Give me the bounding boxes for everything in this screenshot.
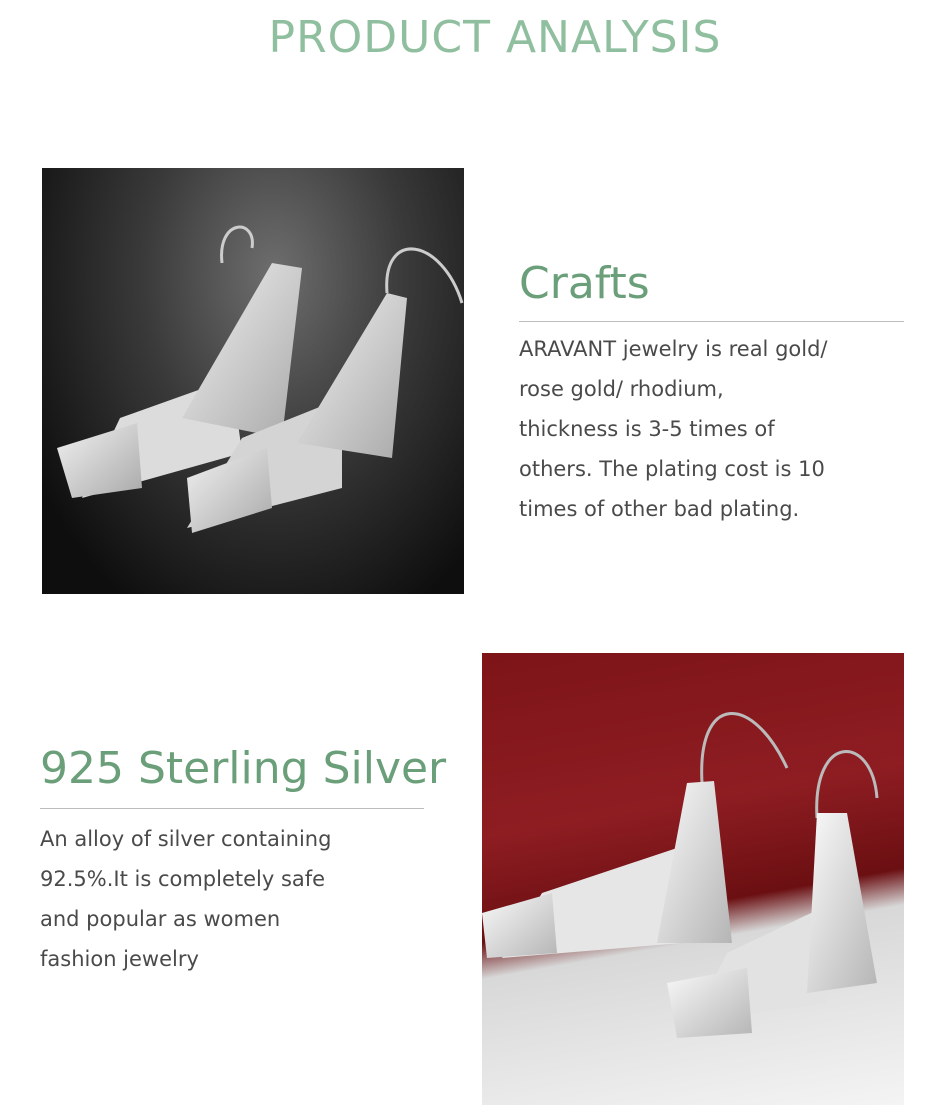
page-title: PRODUCT ANALYSIS <box>268 12 722 63</box>
silver-line: An alloy of silver containing <box>40 827 332 851</box>
crafts-line: thickness is 3-5 times of <box>519 417 775 441</box>
silver-heading: 925 Sterling Silver <box>40 743 447 794</box>
silver-line: 92.5%.It is completely safe <box>40 867 326 891</box>
crafts-line: rose gold/ rhodium, <box>519 377 724 401</box>
silver-divider <box>40 808 424 809</box>
crafts-line: others. The plating cost is 10 <box>519 457 825 481</box>
earrings-photo-red-fabric <box>482 653 904 1105</box>
silver-description <box>40 819 331 979</box>
silver-line: and popular as women <box>40 907 281 931</box>
earrings-photo-dark <box>42 168 464 594</box>
crafts-line: ARAVANT jewelry is real gold/ <box>519 337 828 361</box>
crafts-heading: Crafts <box>519 258 650 309</box>
silver-line: fashion jewelry <box>40 947 199 971</box>
crafts-divider <box>519 321 904 322</box>
crafts-line: times of other bad plating. <box>519 497 800 521</box>
crafts-description <box>519 329 828 529</box>
